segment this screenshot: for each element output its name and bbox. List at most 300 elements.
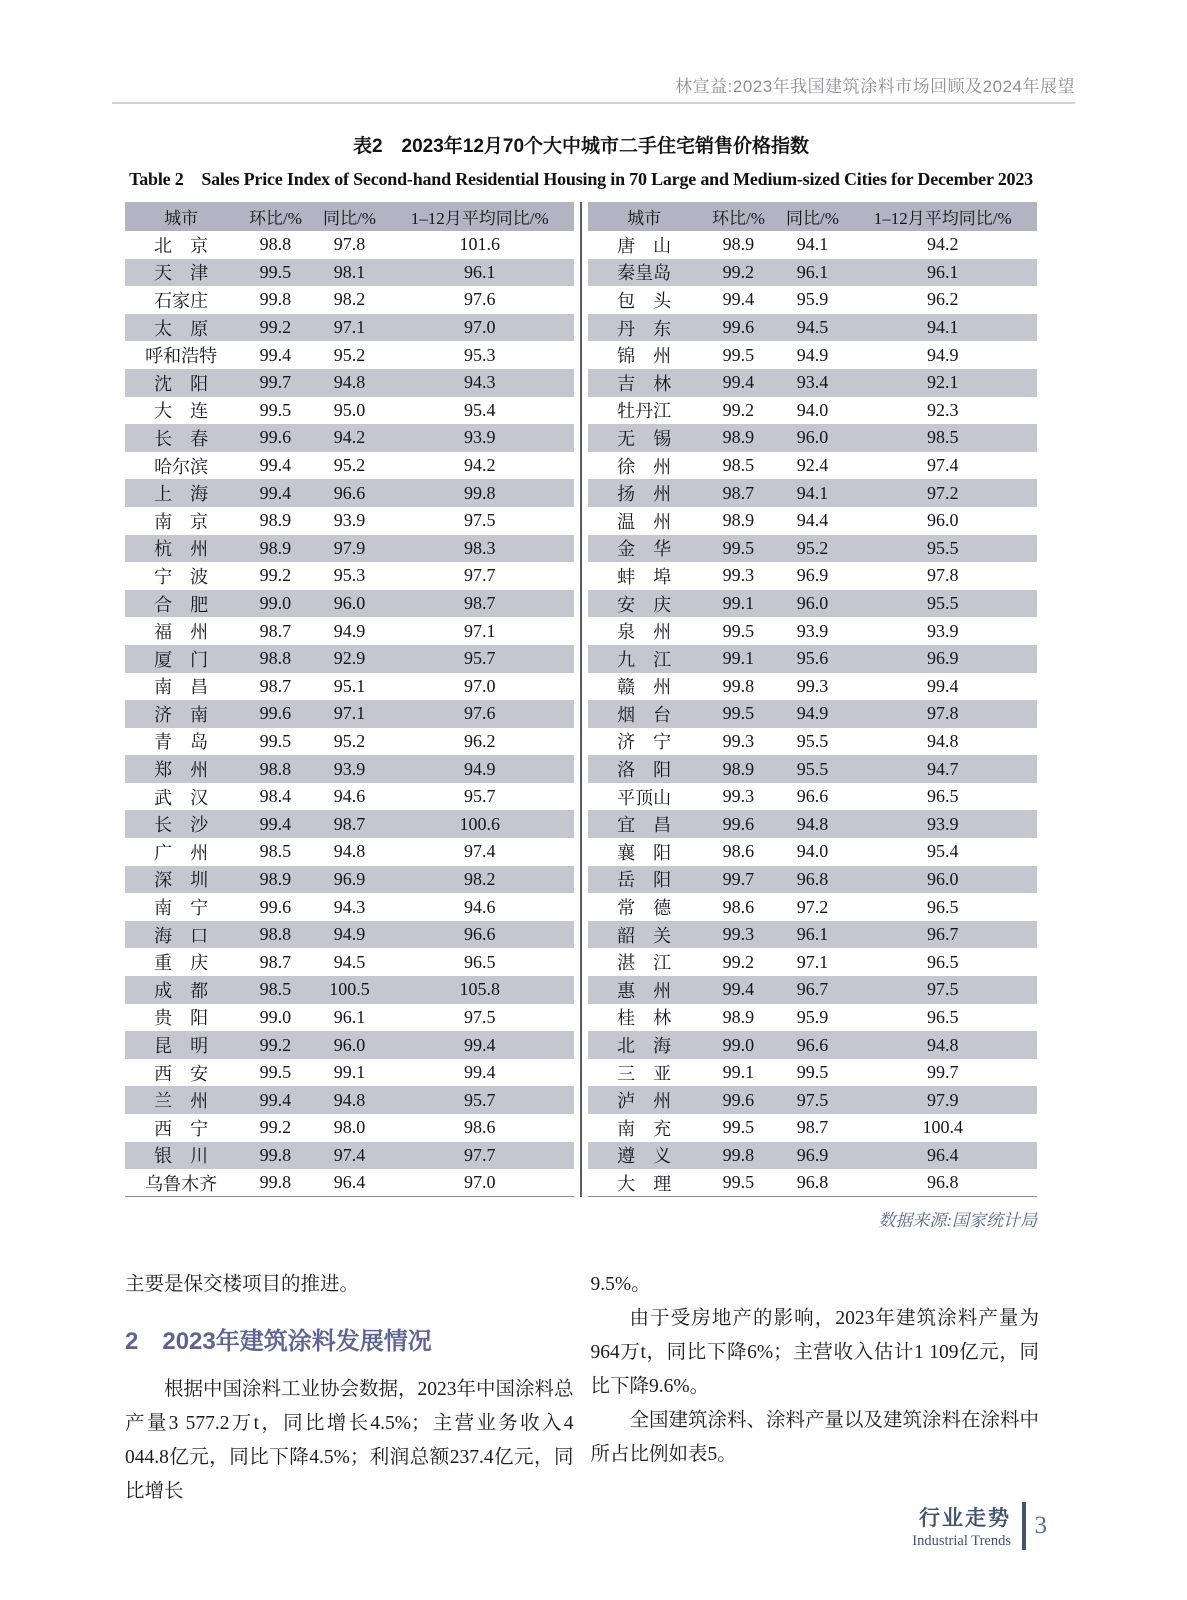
- city-cell: 北 京: [154, 235, 209, 256]
- table-row: [588, 783, 1037, 811]
- city-cell: 牡丹江: [617, 401, 672, 422]
- city-cell: 唐 山: [617, 235, 672, 256]
- value-cell: 96.4: [333, 1172, 366, 1193]
- value-cell: 99.4: [722, 372, 755, 393]
- value-cell: 96.1: [796, 924, 829, 945]
- value-cell: 94.6: [333, 786, 366, 807]
- table-row: [125, 810, 574, 838]
- value-cell: 96.0: [926, 510, 959, 531]
- value-cell: 99.8: [259, 289, 292, 310]
- table-row: [125, 728, 574, 756]
- value-cell: 94.4: [796, 510, 829, 531]
- value-cell: 92.1: [926, 372, 959, 393]
- city-cell: 长 春: [154, 428, 209, 449]
- table-row: [588, 1086, 1037, 1114]
- table-row: [588, 673, 1037, 701]
- value-cell: 98.5: [259, 979, 292, 1000]
- value-cell: 97.6: [463, 703, 496, 724]
- body-column-left: [125, 1268, 574, 1509]
- value-cell: 99.6: [722, 317, 755, 338]
- value-cell: 97.1: [333, 703, 366, 724]
- footer-divider-bar: [1022, 1502, 1026, 1550]
- table-row: [588, 369, 1037, 397]
- value-cell: 98.7: [722, 482, 755, 503]
- value-cell: 97.1: [796, 951, 829, 972]
- value-cell: 95.0: [333, 399, 366, 420]
- city-cell: 泉 州: [617, 622, 672, 643]
- value-cell: 93.9: [926, 620, 959, 641]
- table-row: [125, 535, 574, 563]
- value-cell: 100.5: [329, 979, 370, 1000]
- city-cell: 成 都: [154, 980, 209, 1001]
- value-cell: 95.7: [463, 1089, 496, 1110]
- city-cell: 兰 州: [154, 1091, 209, 1112]
- value-cell: 99.8: [722, 675, 755, 696]
- city-cell: 杭 州: [154, 539, 209, 560]
- value-cell: 97.5: [463, 510, 496, 531]
- value-cell: 97.1: [333, 317, 366, 338]
- city-cell: 武 汉: [154, 787, 209, 808]
- value-cell: 97.9: [926, 1089, 959, 1110]
- city-cell: 昆 明: [154, 1036, 209, 1057]
- table-row: [125, 424, 574, 452]
- value-cell: 97.5: [463, 1006, 496, 1027]
- value-cell: 95.2: [333, 455, 366, 476]
- city-cell: 厦 门: [154, 649, 209, 670]
- city-cell: 济 宁: [617, 732, 672, 753]
- city-cell: 合 肥: [154, 594, 209, 615]
- table-row: [588, 838, 1037, 866]
- table-row: [125, 341, 574, 369]
- value-cell: 99.3: [722, 730, 755, 751]
- footer-section-zh: 行业走势: [919, 1507, 1011, 1530]
- city-cell: 桂 林: [617, 1008, 672, 1029]
- value-cell: 94.9: [796, 703, 829, 724]
- value-cell: 96.5: [926, 951, 959, 972]
- city-cell: 烟 台: [617, 704, 672, 725]
- city-cell: 郑 州: [154, 760, 209, 781]
- table-row: [588, 479, 1037, 507]
- value-cell: 98.8: [259, 758, 292, 779]
- table-row: [125, 231, 574, 259]
- city-cell: 北 海: [617, 1036, 672, 1057]
- value-cell: 98.6: [463, 1117, 496, 1138]
- table-row: [125, 1086, 574, 1114]
- table-row: [588, 755, 1037, 783]
- table-row: [125, 1004, 574, 1032]
- city-cell: 三 亚: [617, 1063, 672, 1084]
- city-cell: 秦皇岛: [617, 263, 672, 284]
- table-row: [588, 535, 1037, 563]
- value-cell: 99.5: [722, 703, 755, 724]
- value-cell: 95.3: [333, 565, 366, 586]
- value-cell: 92.3: [926, 399, 959, 420]
- city-cell: 海 口: [154, 925, 209, 946]
- value-cell: 99.4: [926, 675, 959, 696]
- value-cell: 96.1: [333, 1006, 366, 1027]
- value-cell: 98.6: [722, 896, 755, 917]
- value-cell: 99.1: [722, 1062, 755, 1083]
- value-cell: 95.5: [796, 730, 829, 751]
- paragraph: 根据中国涂料工业协会数据，2023年中国涂料总产量3 577.2万t，同比增长4.5%；主营业务收入4 044.8亿元，同比下降4.5%；利润总额237.4亿元，同比增长: [125, 1379, 574, 1502]
- value-cell: 95.5: [796, 758, 829, 779]
- table-row: [588, 921, 1037, 949]
- value-cell: 99.6: [259, 427, 292, 448]
- value-cell: 93.9: [796, 620, 829, 641]
- value-cell: 99.2: [722, 399, 755, 420]
- value-cell: 105.8: [459, 979, 500, 1000]
- city-cell: 太 原: [154, 318, 209, 339]
- value-cell: 98.7: [259, 675, 292, 696]
- value-cell: 97.2: [796, 896, 829, 917]
- value-cell: 99.4: [259, 344, 292, 365]
- city-cell: 遵 义: [617, 1146, 672, 1167]
- value-cell: 99.6: [722, 813, 755, 834]
- table-row: [125, 1031, 574, 1059]
- value-cell: 98.1: [333, 261, 366, 282]
- value-cell: 96.9: [926, 648, 959, 669]
- table-row: [125, 673, 574, 701]
- table-header-row: [588, 202, 1037, 231]
- table-row: [588, 507, 1037, 535]
- table-header-row: [125, 202, 574, 231]
- value-cell: 98.9: [722, 510, 755, 531]
- table-row: [588, 562, 1037, 590]
- value-cell: 99.3: [796, 675, 829, 696]
- price-index-table-left: [125, 202, 574, 1197]
- value-cell: 99.5: [722, 344, 755, 365]
- col-header-mom: 环比/%: [700, 202, 776, 231]
- table-row: [588, 617, 1037, 645]
- value-cell: 98.0: [333, 1117, 366, 1138]
- value-cell: 93.9: [926, 813, 959, 834]
- value-cell: 97.7: [463, 565, 496, 586]
- city-cell: 大 连: [154, 401, 209, 422]
- value-cell: 99.2: [722, 261, 755, 282]
- table-title-en: Table 2 Sales Price Index of Second-hand Residential Housing in 70 Large and Medium-sized Cities for December 2023: [129, 169, 1033, 189]
- table-row: [125, 507, 574, 535]
- value-cell: 94.7: [926, 758, 959, 779]
- value-cell: 98.3: [463, 537, 496, 558]
- value-cell: 98.9: [722, 1006, 755, 1027]
- col-header-avg: 1–12月平均同比/%: [848, 202, 1037, 231]
- table-row: [125, 838, 574, 866]
- value-cell: 93.9: [333, 510, 366, 531]
- city-cell: 岳 阳: [617, 870, 672, 891]
- running-title: 林宣益:2023年我国建筑涂料市场回顾及2024年展望: [675, 77, 1075, 96]
- value-cell: 96.0: [796, 427, 829, 448]
- value-cell: 95.2: [333, 730, 366, 751]
- value-cell: 98.7: [259, 620, 292, 641]
- value-cell: 99.0: [259, 593, 292, 614]
- table-row: [588, 1142, 1037, 1170]
- value-cell: 97.5: [796, 1089, 829, 1110]
- value-cell: 96.8: [796, 1172, 829, 1193]
- value-cell: 97.7: [463, 1144, 496, 1165]
- value-cell: 94.9: [926, 344, 959, 365]
- table-row: [125, 369, 574, 397]
- value-cell: 99.2: [722, 951, 755, 972]
- value-cell: 99.4: [463, 1034, 496, 1055]
- value-cell: 95.4: [926, 841, 959, 862]
- city-cell: 贵 阳: [154, 1008, 209, 1029]
- value-cell: 99.5: [259, 730, 292, 751]
- value-cell: 94.2: [463, 455, 496, 476]
- table-row: [588, 810, 1037, 838]
- value-cell: 98.7: [333, 813, 366, 834]
- city-cell: 西 宁: [154, 1118, 209, 1139]
- value-cell: 99.5: [259, 399, 292, 420]
- city-cell: 锦 州: [617, 346, 672, 367]
- table-row: [588, 259, 1037, 287]
- value-cell: 94.8: [333, 372, 366, 393]
- city-cell: 深 圳: [154, 870, 209, 891]
- value-cell: 98.4: [259, 786, 292, 807]
- table-row: [125, 479, 574, 507]
- table-row: [588, 424, 1037, 452]
- value-cell: 98.2: [333, 289, 366, 310]
- table-row: [588, 452, 1037, 480]
- table-row: [125, 755, 574, 783]
- table-row: [588, 976, 1037, 1004]
- value-cell: 95.5: [926, 537, 959, 558]
- header-rule: [112, 102, 1075, 104]
- value-cell: 96.6: [796, 1034, 829, 1055]
- city-cell: 天 津: [154, 263, 209, 284]
- value-cell: 96.6: [463, 924, 496, 945]
- table-row: [125, 976, 574, 1004]
- table-row: [588, 893, 1037, 921]
- value-cell: 96.0: [796, 593, 829, 614]
- col-header-yoy: 同比/%: [777, 202, 849, 231]
- table-row: [125, 783, 574, 811]
- table-row: [125, 397, 574, 425]
- city-cell: 扬 州: [617, 484, 672, 505]
- value-cell: 99.5: [722, 1172, 755, 1193]
- value-cell: 97.8: [333, 234, 366, 255]
- value-cell: 99.8: [722, 1144, 755, 1165]
- value-cell: 95.2: [796, 537, 829, 558]
- city-cell: 平顶山: [617, 787, 672, 808]
- value-cell: 95.6: [796, 648, 829, 669]
- value-cell: 99.5: [722, 1117, 755, 1138]
- section-heading: 2 2023年建筑涂料发展情况: [125, 1328, 432, 1355]
- value-cell: 96.5: [926, 1006, 959, 1027]
- table-row: [588, 645, 1037, 673]
- city-cell: 丹 东: [617, 318, 672, 339]
- value-cell: 96.4: [926, 1144, 959, 1165]
- city-cell: 广 州: [154, 842, 209, 863]
- body-column-right: [591, 1268, 1040, 1509]
- page-footer: [912, 1502, 1047, 1550]
- value-cell: 94.8: [926, 730, 959, 751]
- city-cell: 宁 波: [154, 566, 209, 587]
- price-index-tables: [125, 202, 1037, 1197]
- value-cell: 94.9: [463, 758, 496, 779]
- value-cell: 97.0: [463, 317, 496, 338]
- value-cell: 99.4: [259, 813, 292, 834]
- value-cell: 96.1: [796, 261, 829, 282]
- value-cell: 99.7: [259, 372, 292, 393]
- table-row: [588, 866, 1037, 894]
- value-cell: 99.5: [722, 620, 755, 641]
- table-row: [588, 1031, 1037, 1059]
- city-cell: 韶 关: [617, 925, 672, 946]
- value-cell: 96.2: [463, 730, 496, 751]
- value-cell: 99.4: [259, 1089, 292, 1110]
- city-cell: 上 海: [154, 484, 209, 505]
- value-cell: 99.8: [463, 482, 496, 503]
- table-row: [125, 617, 574, 645]
- value-cell: 95.9: [796, 1006, 829, 1027]
- footer-section-en: Industrial Trends: [912, 1533, 1011, 1549]
- table-row: [125, 286, 574, 314]
- value-cell: 97.4: [926, 455, 959, 476]
- table-row: [588, 1004, 1037, 1032]
- city-cell: 温 州: [617, 511, 672, 532]
- value-cell: 98.9: [259, 537, 292, 558]
- value-cell: 95.2: [333, 344, 366, 365]
- city-cell: 襄 阳: [617, 842, 672, 863]
- value-cell: 97.9: [333, 537, 366, 558]
- value-cell: 94.0: [796, 841, 829, 862]
- table-center-divider: [580, 202, 582, 1197]
- value-cell: 96.6: [796, 786, 829, 807]
- table-row: [125, 314, 574, 342]
- value-cell: 97.5: [926, 979, 959, 1000]
- table-row: [125, 700, 574, 728]
- value-cell: 99.3: [722, 565, 755, 586]
- value-cell: 94.5: [796, 317, 829, 338]
- table-row: [588, 700, 1037, 728]
- value-cell: 94.2: [926, 234, 959, 255]
- value-cell: 96.5: [463, 951, 496, 972]
- table-row: [588, 397, 1037, 425]
- value-cell: 99.0: [722, 1034, 755, 1055]
- value-cell: 99.6: [722, 1089, 755, 1110]
- value-cell: 99.1: [333, 1062, 366, 1083]
- value-cell: 96.2: [926, 289, 959, 310]
- city-cell: 大 理: [617, 1173, 672, 1194]
- value-cell: 94.3: [463, 372, 496, 393]
- value-cell: 94.1: [926, 317, 959, 338]
- value-cell: 96.5: [926, 786, 959, 807]
- city-cell: 宜 昌: [617, 815, 672, 836]
- value-cell: 94.2: [333, 427, 366, 448]
- value-cell: 95.1: [333, 675, 366, 696]
- city-cell: 济 南: [154, 704, 209, 725]
- city-cell: 南 京: [154, 511, 209, 532]
- value-cell: 99.4: [722, 979, 755, 1000]
- value-cell: 98.9: [722, 758, 755, 779]
- value-cell: 95.9: [796, 289, 829, 310]
- value-cell: 99.7: [926, 1062, 959, 1083]
- value-cell: 98.5: [259, 841, 292, 862]
- value-cell: 94.5: [333, 951, 366, 972]
- value-cell: 96.1: [926, 261, 959, 282]
- value-cell: 98.7: [259, 951, 292, 972]
- city-cell: 泸 州: [617, 1091, 672, 1112]
- city-cell: 蚌 埠: [617, 566, 672, 587]
- col-header-city: 城市: [588, 202, 700, 231]
- value-cell: 95.4: [463, 399, 496, 420]
- table-row: [588, 728, 1037, 756]
- table-row: [125, 259, 574, 287]
- value-cell: 94.8: [926, 1034, 959, 1055]
- city-cell: 南 充: [617, 1118, 672, 1139]
- value-cell: 99.1: [722, 593, 755, 614]
- value-cell: 99.8: [259, 1144, 292, 1165]
- value-cell: 99.2: [259, 317, 292, 338]
- value-cell: 98.9: [259, 868, 292, 889]
- value-cell: 93.4: [796, 372, 829, 393]
- city-cell: 惠 州: [617, 980, 672, 1001]
- value-cell: 94.1: [796, 234, 829, 255]
- col-header-avg: 1–12月平均同比/%: [385, 202, 574, 231]
- city-cell: 乌鲁木齐: [145, 1173, 218, 1194]
- value-cell: 101.6: [459, 234, 500, 255]
- city-cell: 哈尔滨: [154, 456, 209, 477]
- table-row: [125, 452, 574, 480]
- value-cell: 97.0: [463, 1172, 496, 1193]
- value-cell: 96.8: [796, 868, 829, 889]
- value-cell: 99.3: [722, 924, 755, 945]
- value-cell: 99.4: [463, 1062, 496, 1083]
- city-cell: 赣 州: [617, 677, 672, 698]
- value-cell: 94.3: [333, 896, 366, 917]
- table-row: [125, 645, 574, 673]
- value-cell: 98.5: [722, 455, 755, 476]
- city-cell: 洛 阳: [617, 760, 672, 781]
- value-cell: 95.7: [463, 648, 496, 669]
- value-cell: 99.5: [722, 537, 755, 558]
- value-cell: 99.5: [796, 1062, 829, 1083]
- value-cell: 98.8: [259, 648, 292, 669]
- table-row: [125, 893, 574, 921]
- value-cell: 92.9: [333, 648, 366, 669]
- value-cell: 96.7: [926, 924, 959, 945]
- value-cell: 99.0: [259, 1006, 292, 1027]
- value-cell: 99.4: [722, 289, 755, 310]
- value-cell: 94.0: [796, 399, 829, 420]
- table-row: [588, 948, 1037, 976]
- table-row: [125, 1169, 574, 1197]
- data-source-note: 数据来源:国家统计局: [878, 1211, 1037, 1231]
- value-cell: 94.1: [796, 482, 829, 503]
- value-cell: 97.1: [463, 620, 496, 641]
- value-cell: 93.9: [463, 427, 496, 448]
- table-row: [125, 921, 574, 949]
- value-cell: 99.2: [259, 1117, 292, 1138]
- value-cell: 94.9: [333, 924, 366, 945]
- value-cell: 95.3: [463, 344, 496, 365]
- value-cell: 96.9: [796, 1144, 829, 1165]
- value-cell: 96.0: [333, 1034, 366, 1055]
- city-cell: 重 庆: [154, 953, 209, 974]
- paragraph: 9.5%。: [590, 1274, 651, 1295]
- footer-section-labels: [912, 1502, 1011, 1550]
- value-cell: 96.9: [796, 565, 829, 586]
- table-row: [588, 314, 1037, 342]
- city-cell: 沈 阳: [154, 373, 209, 394]
- value-cell: 98.2: [463, 868, 496, 889]
- city-cell: 常 德: [617, 898, 672, 919]
- col-header-mom: 环比/%: [237, 202, 313, 231]
- value-cell: 94.8: [333, 1089, 366, 1110]
- value-cell: 98.8: [259, 924, 292, 945]
- value-cell: 98.7: [796, 1117, 829, 1138]
- city-cell: 福 州: [154, 622, 209, 643]
